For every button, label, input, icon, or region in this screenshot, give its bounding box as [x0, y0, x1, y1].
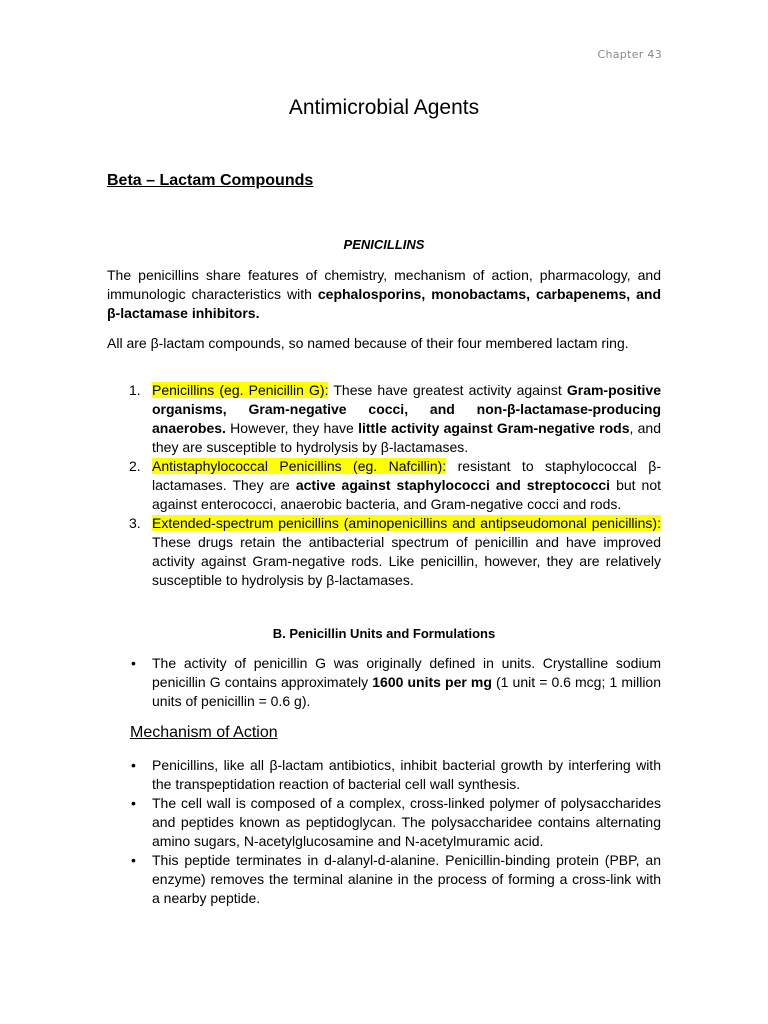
item-text: but not against enterococci, anaerobic bacteria, and Gram-negative cocci and rods. [152, 477, 661, 512]
list-item [107, 654, 661, 711]
item-bold: 1600 units per mg [372, 674, 492, 690]
penicillins-heading: PENICILLINS [343, 237, 425, 252]
intro-paragraph-2: All are β-lactam compounds, so named because of their four membered lactam ring. [107, 335, 629, 351]
item-bold: Gram-positive organisms, Gram-negative cocci, and non-β-lactamase-producing anaerobes. [152, 382, 661, 436]
bullet-icon: • [131, 655, 136, 671]
item-text: The activity of penicillin G was originally defined in units. Crystalline sodium penicillin G contains approximately [152, 655, 661, 690]
list-marker: 2. [129, 458, 141, 474]
list-marker: 1. [129, 382, 141, 398]
highlighted-term: Antistaphylococcal Penicillins (eg. Nafcillin): [152, 458, 447, 474]
item-text: resistant to staphylococcal β-lactamases. They are [152, 458, 662, 493]
intro-paragraph [107, 266, 661, 323]
penicillin-classes-list [107, 381, 661, 590]
units-heading: B. Penicillin Units and Formulations [272, 626, 496, 641]
item-text: Penicillins, like all β-lactam antibiotics, inhibit bacterial growth by interfering with the transpeptidation reaction of bacterial cell wall synthesis. [152, 757, 661, 792]
highlighted-term: Extended-spectrum penicillins (aminopenicillins and antipseudomonal penicillins): [152, 515, 661, 531]
units-list [107, 654, 661, 711]
intro-text: The penicillins share features of chemistry, mechanism of action, pharmacology, and immunologic characteristics with [107, 267, 661, 302]
item-text: These drugs retain the antibacterial spectrum of penicillin and have improved activity against Gram-negative rods. Like penicillin, however, they are relatively susceptible to hydrolysis by β-lactamases. [152, 534, 661, 588]
mechanism-heading: Mechanism of Action [130, 724, 278, 741]
highlighted-term: Penicillins (eg. Penicillin G): [152, 382, 329, 398]
list-marker: 3. [129, 515, 141, 531]
intro-bold: cephalosporins, monobactams, carbapenems, and β-lactamase inhibitors. [107, 286, 661, 321]
item-bold: little activity against Gram-negative rods [358, 420, 630, 436]
item-text: However, they have [225, 420, 359, 436]
item-text: (1 unit = 0.6 mcg; 1 million units of penicillin = 0.6 g). [152, 674, 661, 709]
bullet-icon: • [131, 757, 136, 773]
item-text: This peptide terminates in d-alanyl-d-alanine. Penicillin-binding protein (PBP, an enzyme) removes the terminal alanine in the process of forming a cross-link with a nearby peptide. [152, 852, 661, 906]
item-bold: active against staphylococci and streptococci [295, 477, 611, 493]
item-text: , and they are susceptible to hydrolysis by β-lactamases. [152, 420, 661, 455]
list-item [107, 381, 661, 457]
mechanism-list [107, 756, 661, 908]
list-item [107, 794, 661, 851]
list-item [107, 851, 661, 908]
page-title: Antimicrobial Agents [288, 96, 480, 119]
list-item [107, 514, 661, 590]
item-text: The cell wall is composed of a complex, cross-linked polymer of polysaccharides and peptides known as peptidoglycan. The polysaccharidee contains alternating amino sugars, N-acetylglucosamine and N-acetylmuramic acid. [152, 795, 661, 849]
bullet-icon: • [131, 852, 136, 868]
list-item [107, 756, 661, 794]
list-item [107, 457, 661, 514]
bullet-icon: • [131, 795, 136, 811]
section-heading: Beta – Lactam Compounds [107, 172, 314, 189]
chapter-label: Chapter 43 [597, 48, 662, 61]
item-text: These have greatest activity against [328, 382, 567, 398]
